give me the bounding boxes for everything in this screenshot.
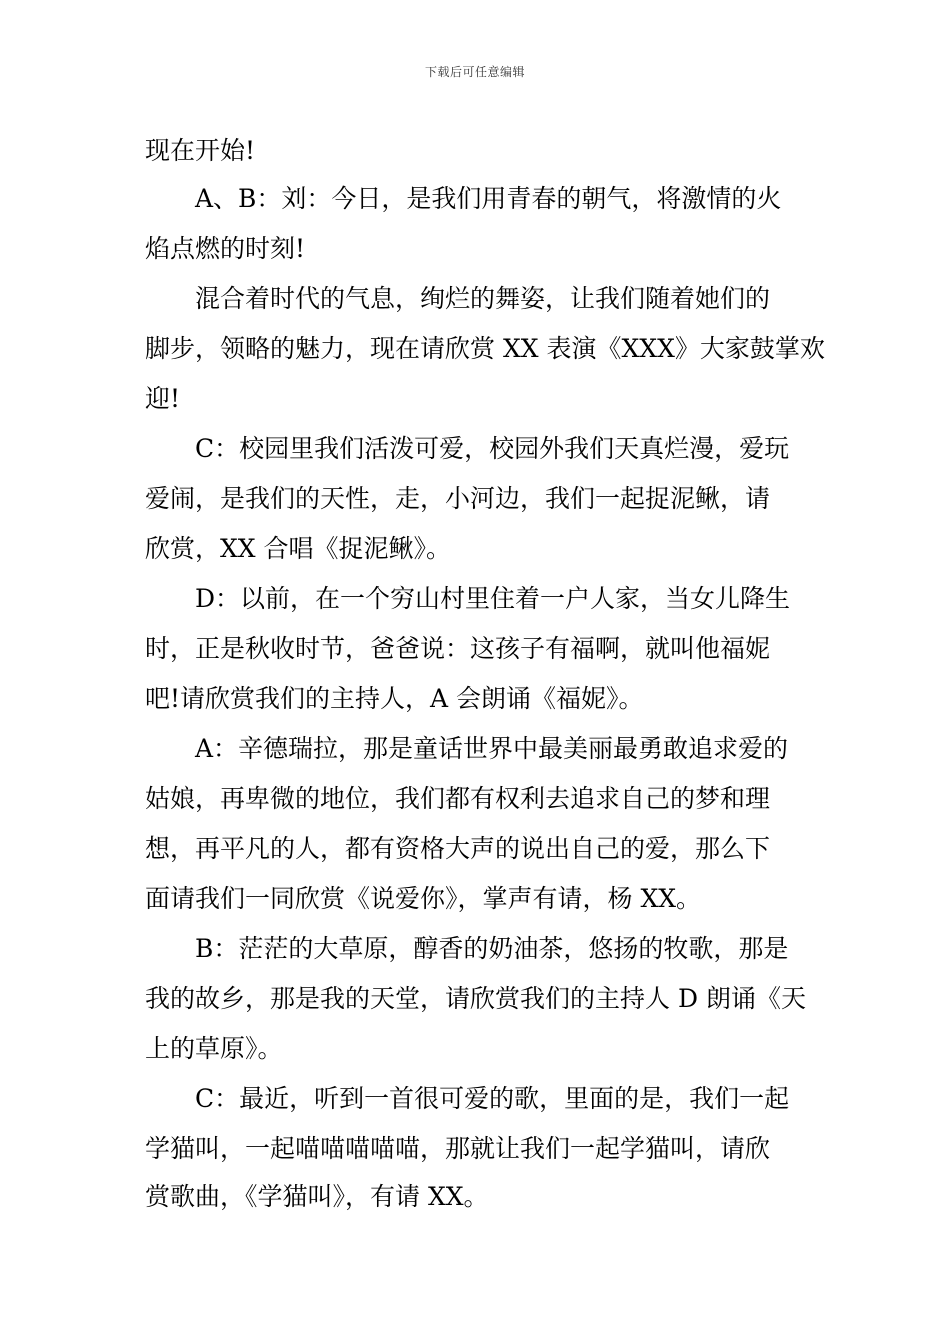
body-line: 脚步，领略的魅力，现在请欣赏 XX 表演《XXX》大家鼓掌欢 [145,334,825,363]
body-line: 上的草原》。 [145,1034,283,1063]
body-line: A、B：刘：今日，是我们用青春的朝气，将激情的火 [145,184,782,213]
body-line: 姑娘，再卑微的地位，我们都有权利去追求自己的梦和理 [145,784,771,813]
body-line: 迎! [145,384,181,413]
body-line: 吧!请欣赏我们的主持人，A 会朗诵《福妮》。 [145,684,644,713]
body-line: 混合着时代的气息，绚烂的舞姿，让我们随着她们的 [145,284,771,313]
body-line: 时，正是秋收时节，爸爸说：这孩子有福啊，就叫他福妮 [145,634,771,663]
body-line: 欣赏，XX 合唱《捉泥鳅》。 [145,534,452,563]
body-line: 赏歌曲，《学猫叫》，有请 XX。 [145,1182,489,1211]
body-line: C：最近，听到一首很可爱的歌，里面的是，我们一起 [145,1084,790,1113]
body-line: 我的故乡，那是我的天堂，请欣赏我们的主持人 D 朗诵《天 [145,984,806,1013]
body-line: B：茫茫的大草原，醇香的奶油茶，悠扬的牧歌，那是 [145,934,789,963]
body-line: D：以前，在一个穷山村里住着一户人家，当女儿降生 [145,584,791,613]
body-line: 现在开始! [145,136,256,165]
body-line: A：辛德瑞拉，那是童话世界中最美丽最勇敢追求爱的 [145,734,789,763]
page-header: 下载后可任意编辑 [424,65,525,79]
body-line: 学猫叫，一起喵喵喵喵喵，那就让我们一起学猫叫，请欣 [145,1134,771,1163]
body-line: 想，再平凡的人，都有资格大声的说出自己的爱，那么下 [145,834,771,863]
body-line: C：校园里我们活泼可爱，校园外我们天真烂漫，爱玩 [145,434,790,463]
body-line: 爱闹，是我们的天性，走，小河边，我们一起捉泥鳅，请 [145,484,771,513]
body-line: 焰点燃的时刻! [145,234,306,263]
body-line: 面请我们一同欣赏《说爱你》，掌声有请，杨 XX。 [145,884,702,913]
